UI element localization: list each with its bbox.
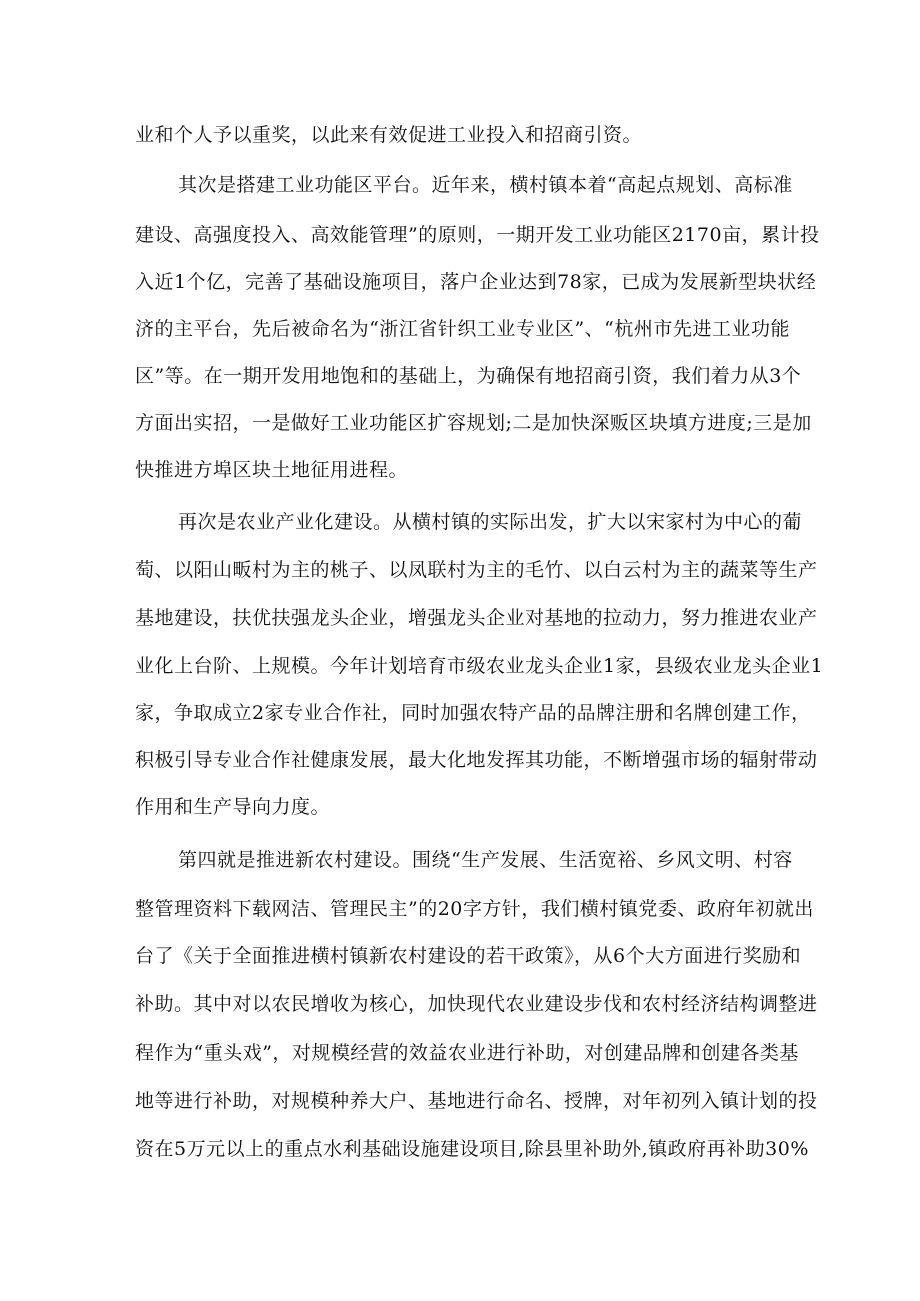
paragraph-line: 第四就是推进新农村建设。围绕“生产发展、生活宽裕、乡风文明、村容 [178,849,793,871]
paragraph-line: 萄、以阳山畈村为主的桃子、以凤联村为主的毛竹、以白云村为主的蔬菜等生产 [135,559,818,581]
paragraph-line: 补助。其中对以农民增收为核心，加快现代农业建设步伐和农村经济结构调整进 [135,993,818,1015]
paragraph-line: 整管理资料下载网洁、管理民主”的20字方针，我们横村镇党委、政府年初就出 [135,898,814,920]
paragraph-line: 地等进行补助，对规模种养大户、基地进行命名、授牌，对年初列入镇计划的投 [135,1090,818,1112]
paragraph-line: 建设、高强度投入、高效能管理”的原则，一期开发工业功能区2170亩，累计投 [135,224,820,246]
paragraph-line: 方面出实招，一是做好工业功能区扩容规划;二是加快深贩区块填方进度;三是加 [135,412,812,434]
paragraph-line: 济的主平台，先后被命名为“浙江省针织工业专业区”、“杭州市先进工业功能 [135,318,790,340]
paragraph-line: 台了《关于全面推进横村镇新农村建设的若干政策》，从6个大方面进行奖励和 [135,945,802,967]
paragraph-line: 资在5万元以上的重点水利基础设施建设项目,除县里补助外,镇政府再补助30% [135,1138,809,1160]
paragraph-line: 家，争取成立2家专业合作社，同时加强农特产品的品牌注册和名牌创建工作， [135,702,811,724]
paragraph-line: 业和个人予以重奖，以此来有效促进工业投入和招商引资。 [135,124,643,146]
paragraph-line: 再次是农业产业化建设。从横村镇的实际出发，扩大以宋家村为中心的葡 [178,511,803,533]
paragraph-line: 其次是搭建工业功能区平台。近年来，横村镇本着“高起点规划、高标准 [178,174,793,196]
paragraph-line: 积极引导专业合作社健康发展，最大化地发挥其功能，不断增强市场的辐射带动 [135,749,818,771]
paragraph-line: 作用和生产导向力度。 [135,796,331,818]
paragraph-line: 区”等。在一期开发用地饱和的基础上，为确保有地招商引资，我们着力从3个 [135,365,802,387]
paragraph-line: 入近1个亿，完善了基础设施项目，落户企业达到78家，已成为发展新型块状经 [135,271,817,293]
paragraph-line: 快推进方埠区块土地征用进程。 [135,459,409,481]
paragraph-line: 程作为“重头戏”，对规模经营的效益农业进行补助，对创建品牌和创建各类基 [135,1042,799,1064]
paragraph-line: 基地建设，扶优扶强龙头企业，增强龙头企业对基地的拉动力，努力推进农业产 [135,607,818,629]
paragraph-line: 业化上台阶、上规模。今年计划培育市级农业龙头企业1家，县级农业龙头企业1 [135,655,824,677]
